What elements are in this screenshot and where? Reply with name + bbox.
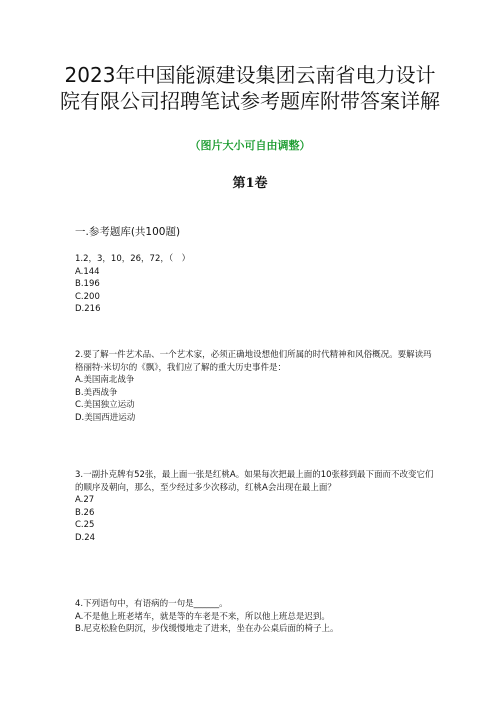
option-c: C.25 [75,520,95,531]
option-d: D.24 [75,532,96,543]
option-a: A.美国南北战争 [75,375,135,386]
option-b: B.尼克松脸色阴沉，步伐缓慢地走了进来，坐在办公桌后面的椅子上。 [75,624,339,635]
question-2 [75,349,435,425]
volume-heading: 第1卷 [232,176,268,191]
option-b: B.美西战争 [75,387,118,398]
option-a: A.27 [75,495,95,506]
option-a: A.不是他上班老堵车，就是等的车老是不来，所以他上班总是迟到。 [75,611,330,622]
document-title: 2023年中国能源建设集团云南省电力设计院有限公司招聘笔试参考题库附带答案详解 [60,63,440,113]
image-size-note: （图片大小可自由调整） [189,139,311,152]
option-d: D.美国西进运动 [75,412,136,423]
option-c: C.200 [75,291,100,302]
question-3 [75,469,435,545]
option-a: A.144 [75,266,100,277]
section-heading: 一.参考题库(共100题) [75,226,181,238]
option-c: C.美国独立运动 [75,400,135,411]
question-stem: 1.2，3，10，26，72，（ ） [75,254,191,264]
option-b: B.26 [75,507,95,518]
option-d: D.216 [75,304,101,315]
option-b: B.196 [75,279,100,290]
question-1 [75,253,435,316]
question-stem: 4.下列语句中，有语病的一句是______。 [75,599,228,609]
question-stem: 3.一副扑克牌有52张，最上面一张是红桃A。如果每次把最上面的10张移到最下面而不改变它们的顺序及朝向，那么，至少经过多少次移动，红桃A会出现在最上面？ [75,470,434,493]
question-stem: 2.要了解一件艺术品、一个艺术家，必须正确地设想他们所属的时代精神和风俗概况。要解读玛格丽特·米切尔的《飘》，我们应了解的重大历史事件是： [75,350,432,373]
question-4 [75,598,435,636]
